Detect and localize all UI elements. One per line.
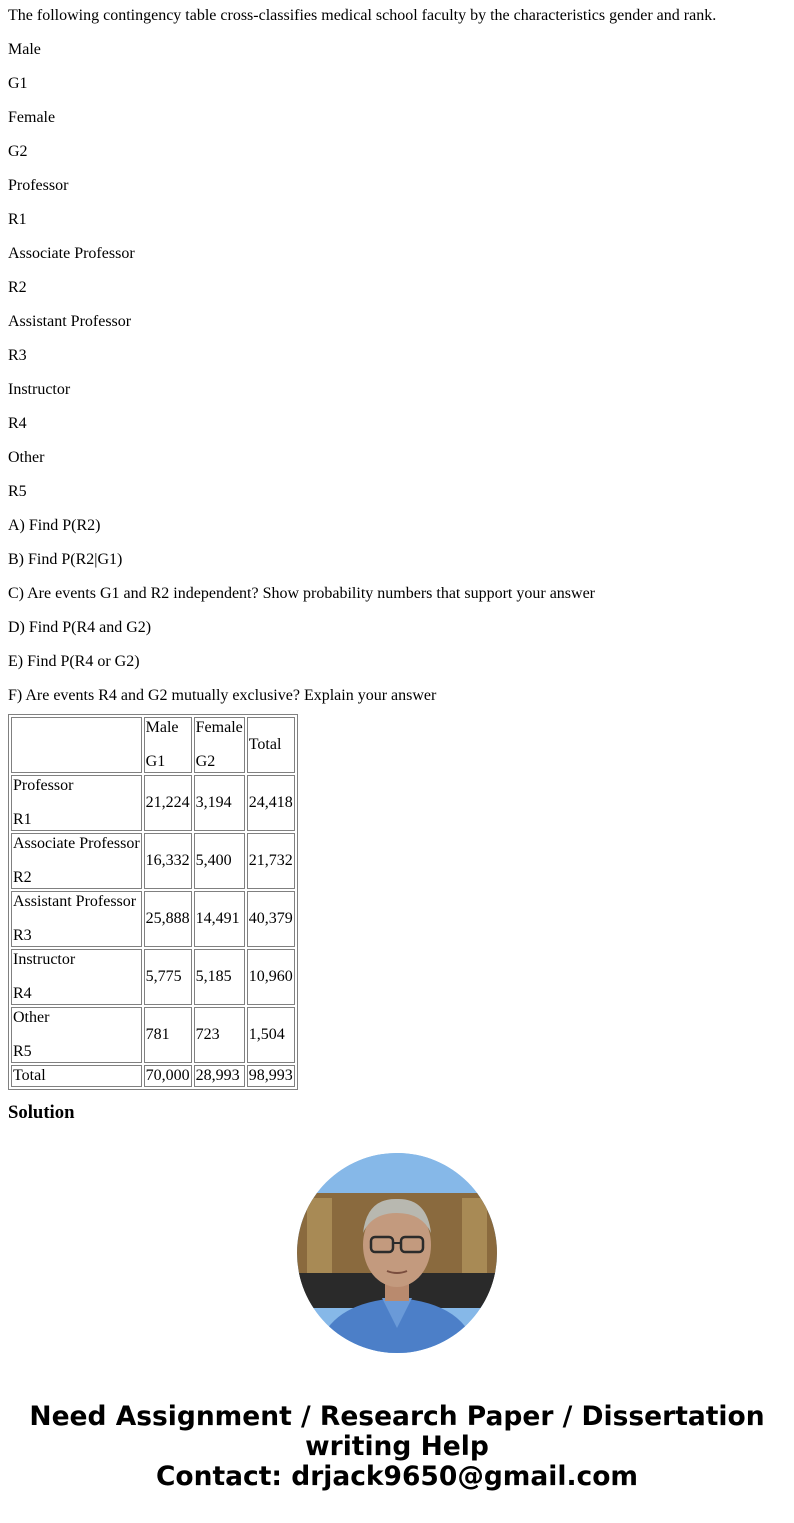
cell-male: 5,775 — [144, 949, 192, 1005]
cell-female: 14,491 — [194, 891, 245, 947]
row-label: Total — [11, 1065, 142, 1087]
avatar — [297, 1153, 497, 1353]
table-row — [11, 949, 295, 1005]
footer-line: Need Assignment / Research Paper / Dissertation — [29, 1401, 765, 1432]
row-label: Other R5 — [11, 1007, 142, 1063]
cell-total: 1,504 — [247, 1007, 295, 1063]
table-row — [11, 775, 295, 831]
label-line: R5 — [8, 483, 27, 500]
cell-male: 25,888 — [144, 891, 192, 947]
intro-text: The following contingency table cross-classifies medical school faculty by the characteristics gender and rank. — [8, 7, 717, 24]
cell-female: 28,993 — [194, 1065, 245, 1087]
contingency-table — [8, 714, 298, 1090]
row-label: Assistant Professor R3 — [11, 891, 142, 947]
footer-contact — [0, 1402, 794, 1492]
label-line: R2 — [8, 279, 27, 296]
label-line: Instructor — [8, 381, 71, 398]
document-body — [8, 0, 786, 1090]
cell-female: 5,400 — [194, 833, 245, 889]
cell-total: 10,960 — [247, 949, 295, 1005]
table-header-row — [11, 717, 295, 773]
label-line: G2 — [8, 143, 28, 160]
question-c: C) Are events G1 and R2 independent? Show probability numbers that support your answer — [8, 585, 595, 602]
table-row — [11, 1007, 295, 1063]
cell-male: 16,332 — [144, 833, 192, 889]
header-male: Male G1 — [144, 717, 192, 773]
question-b: B) Find P(R2|G1) — [8, 551, 123, 568]
label-line: R4 — [8, 415, 27, 432]
footer-line: writing Help — [305, 1431, 489, 1462]
cell-female: 5,185 — [194, 949, 245, 1005]
row-label: Associate Professor R2 — [11, 833, 142, 889]
cell-total: 21,732 — [247, 833, 295, 889]
cell-total: 98,993 — [247, 1065, 295, 1087]
label-line: Other — [8, 449, 45, 466]
question-a: A) Find P(R2) — [8, 517, 101, 534]
avatar-portrait-image — [297, 1153, 497, 1353]
label-line: Male — [8, 41, 41, 58]
table-row — [11, 833, 295, 889]
question-d: D) Find P(R4 and G2) — [8, 619, 152, 636]
cell-female: 723 — [194, 1007, 245, 1063]
label-line: R3 — [8, 347, 27, 364]
row-label: Instructor R4 — [11, 949, 142, 1005]
label-line: Assistant Professor — [8, 313, 132, 330]
cell-female: 3,194 — [194, 775, 245, 831]
table-row — [11, 891, 295, 947]
cell-total: 24,418 — [247, 775, 295, 831]
row-label: Professor R1 — [11, 775, 142, 831]
table-total-row — [11, 1065, 295, 1087]
label-line: Female — [8, 109, 56, 126]
label-line: R1 — [8, 211, 27, 228]
cell-male: 70,000 — [144, 1065, 192, 1087]
footer-contact-email: Contact: drjack9650@gmail.com — [155, 1461, 639, 1492]
table-corner-cell — [11, 717, 142, 773]
cell-male: 781 — [144, 1007, 192, 1063]
label-line: Professor — [8, 177, 69, 194]
solution-heading: Solution — [8, 1102, 75, 1123]
question-f: F) Are events R4 and G2 mutually exclusive? Explain your answer — [8, 687, 437, 704]
question-e: E) Find P(R4 or G2) — [8, 653, 140, 670]
label-line: Associate Professor — [8, 245, 135, 262]
cell-male: 21,224 — [144, 775, 192, 831]
header-female: Female G2 — [194, 717, 245, 773]
cell-total: 40,379 — [247, 891, 295, 947]
label-line: G1 — [8, 75, 28, 92]
header-total: Total — [247, 717, 295, 773]
